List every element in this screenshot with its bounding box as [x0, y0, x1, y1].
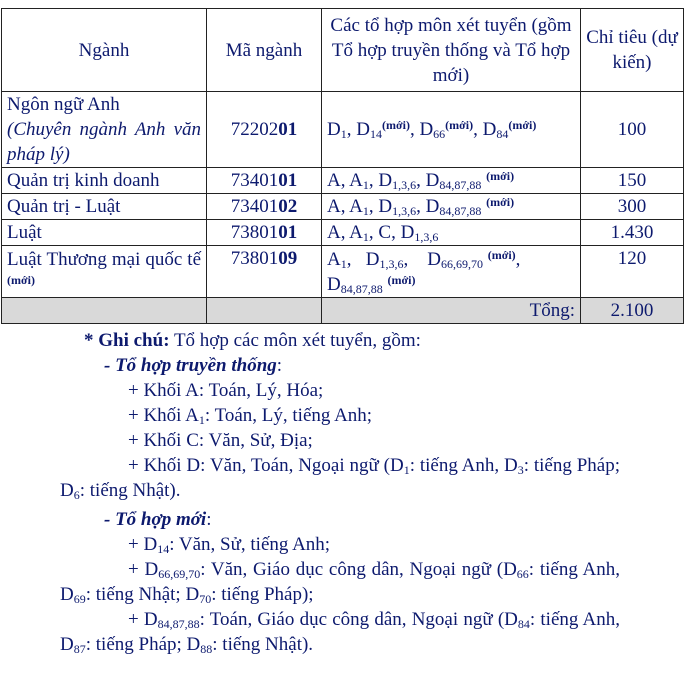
- subject-combos: A, $A_1$, $D_{1,3,6}$, $D_{84,87,88}$ $^{(mới)}$: [322, 194, 581, 220]
- major-code: 7340102: [207, 194, 322, 220]
- major-name: Ngôn ngữ Anh (Chuyên ngành Anh văn pháp lý): [2, 92, 207, 168]
- total-label: Tổng:: [322, 298, 581, 324]
- table-row: [2, 246, 684, 298]
- subject-combos: $D_1$, $D_{14}^{(mới)}$, $D_{66}^{(mới)}$, $D_{84}^{(mới)}$: [322, 92, 581, 168]
- major-name: Luật Thương mại quốc tế $^{(mới)}$: [2, 246, 207, 298]
- notes-section: [60, 328, 620, 657]
- d14-line: + $D_{14}$: Văn, Sử, tiếng Anh;: [128, 534, 331, 556]
- total-empty-cell: [207, 298, 322, 324]
- major-code: 7380101: [207, 220, 322, 246]
- header-to-hop: Các tổ hợp môn xét tuyển (gồm Tổ hợp truyền thống và Tổ hợp mới): [322, 9, 581, 92]
- header-ma-nganh: Mã ngành: [207, 9, 322, 92]
- d66-line: + $D_{66,69,70}$: Văn, Giáo dục công dân, Ngoại ngữ ($D_{66}$: tiếng Anh, $D_{69}$: tiếng Nhật; $D_{70}$: tiếng Pháp);: [60, 559, 620, 606]
- traditional-heading: - Tổ hợp truyền thống:: [104, 355, 283, 376]
- subject-combos: $A_1$, $D_{1,3,6}$, $D_{66,69,70}$ $^{(mới)}$, $D_{84,87,88}$ $^{(mới)}$: [322, 246, 581, 298]
- table-row: [2, 92, 684, 168]
- table-row: [2, 168, 684, 194]
- new-heading: - Tổ hợp mới:: [104, 509, 212, 530]
- total-row: [2, 298, 684, 324]
- major-name: Quản trị kinh doanh: [2, 168, 207, 194]
- subject-combos: A, $A_1$, C, $D_{1,3,6}$: [322, 220, 581, 246]
- notes-title: * Ghi chú: Tổ hợp các môn xét tuyển, gồm:: [84, 330, 421, 351]
- table-row: [2, 220, 684, 246]
- quota: 300: [581, 194, 684, 220]
- admission-table: [1, 8, 684, 324]
- major-code: 7340101: [207, 168, 322, 194]
- header-chi-tieu: Chỉ tiêu (dự kiến): [581, 9, 684, 92]
- khoi-d-line: + Khối D: Văn, Toán, Ngoại ngữ ($D_1$: tiếng Anh, $D_3$: tiếng Pháp; $D_6$: tiếng Nhật).: [60, 455, 620, 502]
- khoi-c-line: + Khối C: Văn, Sử, Địa;: [128, 430, 313, 451]
- quota: 1.430: [581, 220, 684, 246]
- major-name: Luật: [2, 220, 207, 246]
- total-empty-cell: [2, 298, 207, 324]
- d84-line: + $D_{84,87,88}$: Toán, Giáo dục công dân, Ngoại ngữ ($D_{84}$: tiếng Anh, $D_{87}$: tiếng Pháp; $D_{88}$: tiếng Nhật).: [60, 609, 620, 656]
- total-value: 2.100: [581, 298, 684, 324]
- quota: 100: [581, 92, 684, 168]
- major-name: Quản trị - Luật: [2, 194, 207, 220]
- major-code: 7380109: [207, 246, 322, 298]
- table-header-row: [2, 9, 684, 92]
- major-code: 7220201: [207, 92, 322, 168]
- quota: 150: [581, 168, 684, 194]
- khoi-a1-line: + Khối $A_1$: Toán, Lý, tiếng Anh;: [128, 405, 373, 427]
- subject-combos: A, $A_1$, $D_{1,3,6}$, $D_{84,87,88}$ $^{(mới)}$: [322, 168, 581, 194]
- khoi-a-line: + Khối A: Toán, Lý, Hóa;: [128, 380, 324, 401]
- quota: 120: [581, 246, 684, 298]
- major-subtitle: (Chuyên ngành Anh văn pháp lý): [7, 119, 201, 165]
- header-nganh: Ngành: [2, 9, 207, 92]
- table-row: [2, 194, 684, 220]
